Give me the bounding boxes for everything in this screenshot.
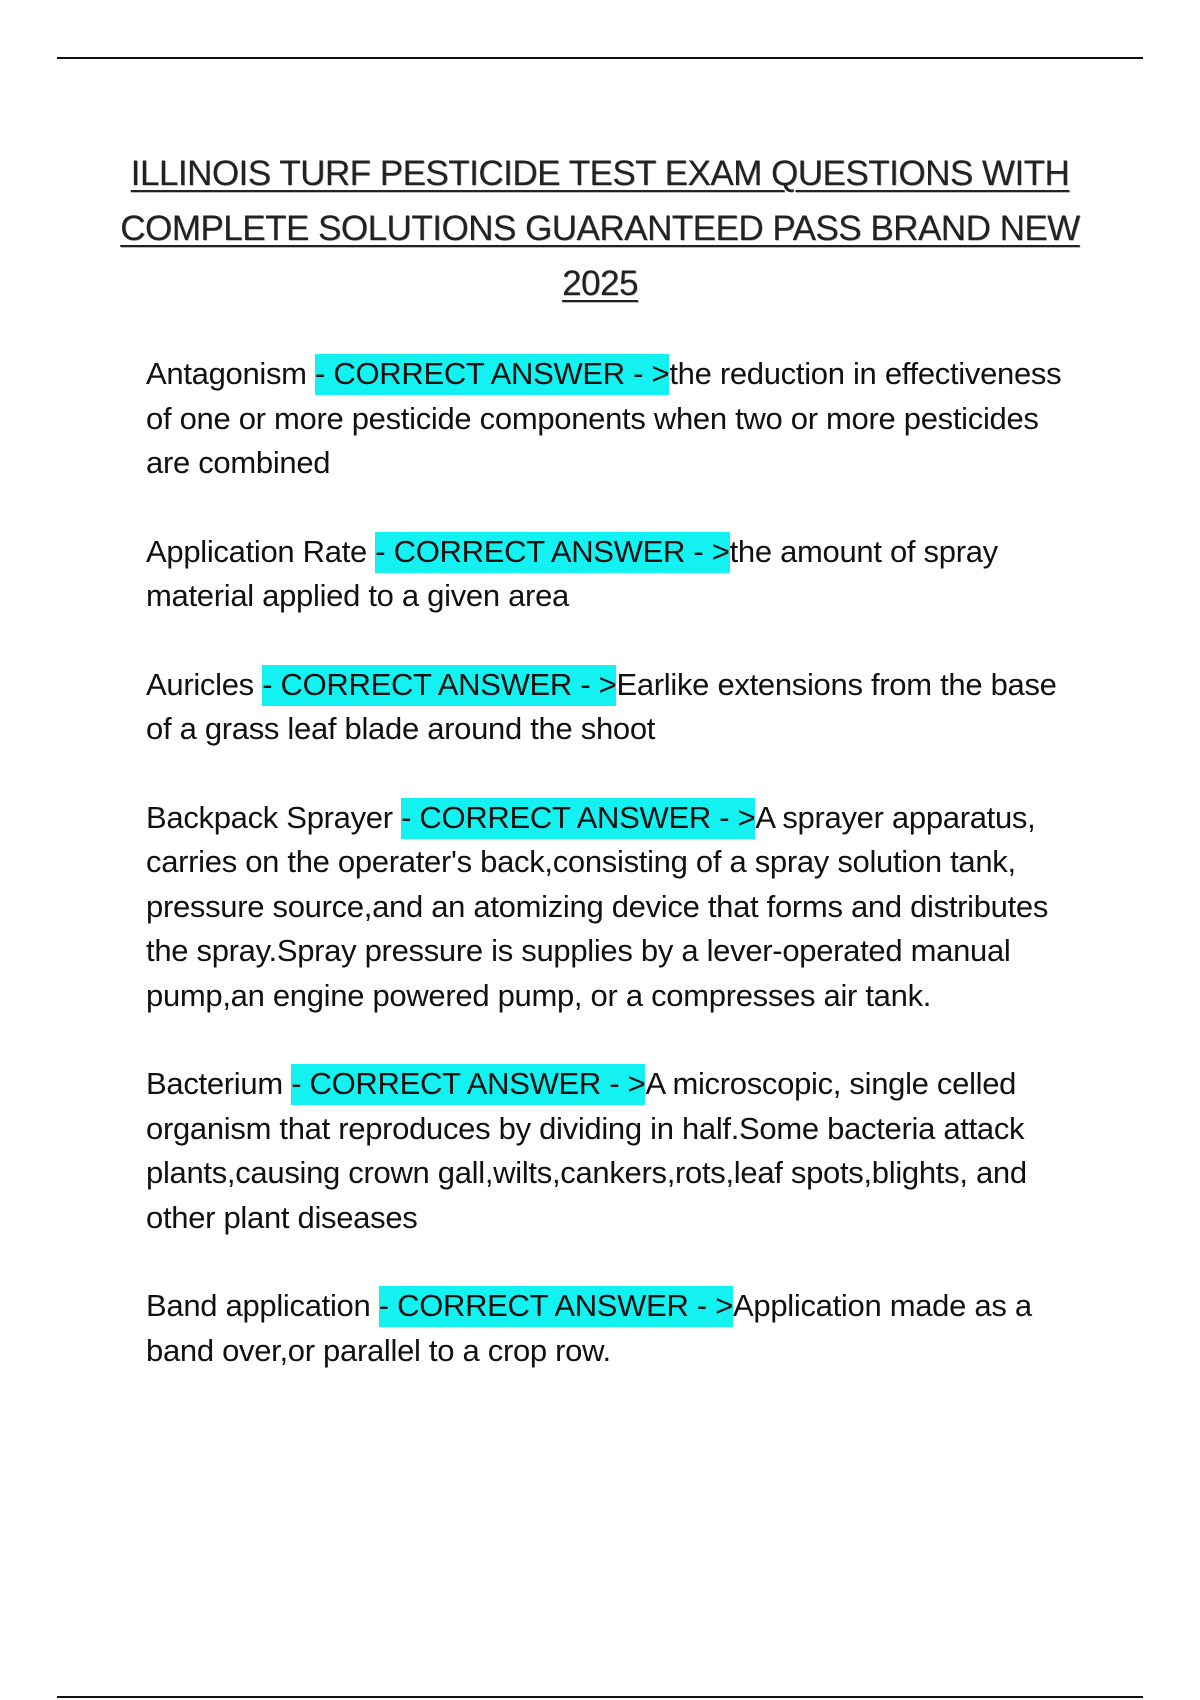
entry-term: Auricles (146, 666, 254, 702)
title-line-2: COMPLETE SOLUTIONS GUARANTEED PASS BRAND NEW (120, 209, 1080, 248)
entry-definition: Application made as a band over,or parallel to a crop row. (146, 1288, 1032, 1368)
qa-entry-antagonism (146, 352, 1086, 486)
entry-term: Band application (146, 1288, 371, 1323)
entry-definition: the amount of spray material applied to a given area (146, 533, 998, 613)
top-divider (57, 57, 1143, 59)
entry-term: Bacterium (146, 1066, 283, 1101)
correct-answer-marker: - CORRECT ANSWER - > (262, 665, 616, 706)
qa-entry-application-rate (146, 530, 1086, 619)
title-line-1: ILLINOIS TURF PESTICIDE TEST EXAM QUESTIONS WITH (130, 154, 1070, 193)
document-title (100, 146, 1100, 311)
entry-term: Backpack Sprayer (146, 799, 393, 835)
qa-entry-band-application (146, 1284, 1086, 1373)
qa-entry-bacterium (146, 1062, 1086, 1240)
entry-term: Application Rate (146, 533, 367, 569)
bottom-divider (57, 1696, 1143, 1698)
correct-answer-marker: - CORRECT ANSWER - > (291, 1064, 645, 1105)
entry-definition: Earlike extensions from the base of a grass leaf blade around the shoot (146, 666, 1057, 746)
correct-answer-marker: - CORRECT ANSWER - > (375, 532, 729, 573)
entry-definition: A sprayer apparatus, carries on the operater's back,consisting of a spray solution tank, pressure source,and an atomizing device that forms and distributes the spray.Spray pressure is supplies by a lever-operated manual pump,an engine powered pump, or a compresses air tank. (146, 799, 1049, 1013)
entry-definition: the reduction in effectiveness of one or more pesticide components when two or more pesticides are combined (146, 356, 1062, 480)
qa-entry-auricles (146, 663, 1086, 752)
qa-entry-backpack-sprayer (146, 796, 1086, 1019)
title-line-3: 2025 (562, 264, 638, 303)
correct-answer-marker: - CORRECT ANSWER - > (379, 1286, 733, 1327)
entry-term: Antagonism (146, 356, 307, 391)
correct-answer-marker: - CORRECT ANSWER - > (315, 354, 669, 395)
correct-answer-marker: - CORRECT ANSWER - > (401, 798, 755, 839)
qa-list (146, 352, 1086, 1373)
entry-definition: A microscopic, single celled organism that reproduces by dividing in half.Some bacteria attack plants,causing crown gall,wilts,cankers,rots,leaf spots,blights, and other plant diseases (146, 1066, 1027, 1235)
